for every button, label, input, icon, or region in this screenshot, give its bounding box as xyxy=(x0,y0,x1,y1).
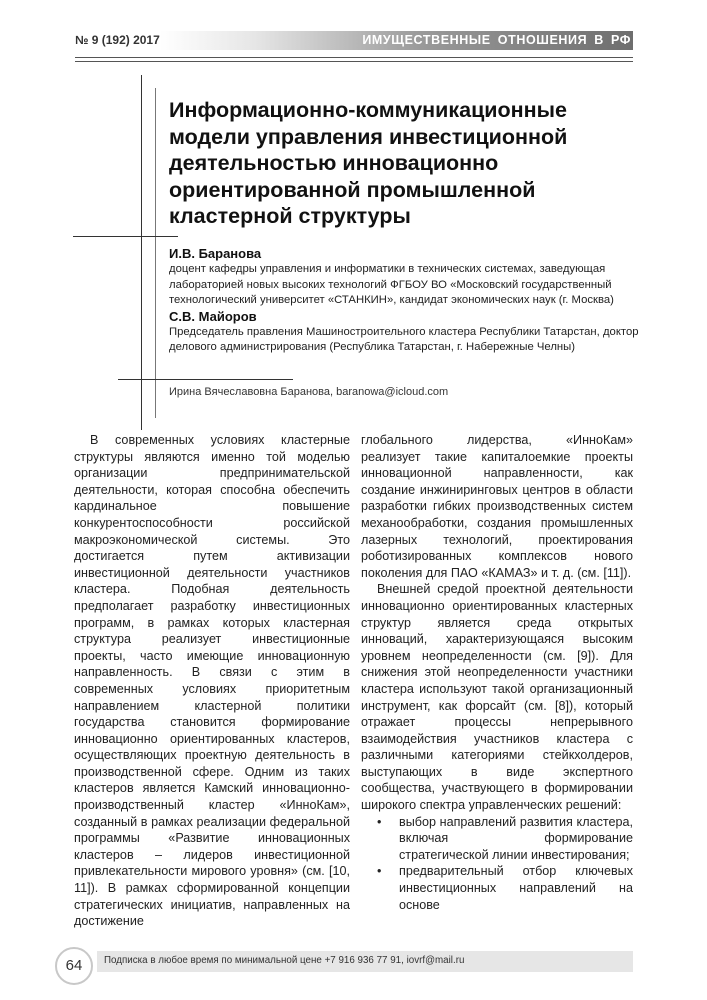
subscription-info: Подписка в любое время по минимальной цене +7 916 936 77 91, iovrf@mail.ru xyxy=(104,955,465,966)
header-rule-bottom xyxy=(75,61,633,62)
page-number: 64 xyxy=(55,947,93,985)
decorative-horizontal-line-contact xyxy=(118,379,293,380)
list-item: • предварительный отбор ключевых инвестиционных направлений на основе xyxy=(399,863,633,913)
journal-section-title: ИМУЩЕСТВЕННЫЕ ОТНОШЕНИЯ В РФ xyxy=(362,33,631,47)
paragraph: В современных условиях кластерные структуры являются именно той моделью организации предпринимательской деятельности, которая способна обеспечить кардинальное повышение конкурентоспособности российской макроэкономической системы. Это достигается путем активизации инвестиционной деятельности участников кластера. Подобная деятельность предполагает разработку инвестиционных программ, в рамках которых кластерная структура реализует инвестиционные проекты, часто имеющие инновационную направленность. В связи с этим в современных условиях приоритетным направлением кластерной политики государства становится формирование инновационно ориентированных кластеров, осуществляющих проектную деятельность в производственной сфере. Одним из таких кластеров является Камский инновационно-производственный кластер «ИнноКам», созданный в рамках реализации федеральной программы «Развитие инновационных кластеров – лидеров инвестиционной привлекательности мирового уровня» (см. [10, 11]). В рамках сформированной концепции стратегических инициатив, направленных на достижение xyxy=(74,433,350,929)
author-name: С.В. Майоров xyxy=(169,308,257,324)
article-title: Информационно-коммуникационные модели управления инвестиционной деятельностью инновационно ориентированной промышленной кластерной структуры xyxy=(169,98,568,228)
author-block xyxy=(169,246,639,356)
author-affiliation: доцент кафедры управления и информатики в технических системах, заведующая лабораторией новых высоких технологий ФГБОУ ВО «Московский государственный технологический университет «СТАНКИН», кандидат экономических наук (г. Москва) xyxy=(169,263,614,306)
body-column-right xyxy=(361,432,633,913)
bullet-list xyxy=(361,814,633,914)
contact-info: Ирина Вячеславовна Баранова, baranowa@icloud.com xyxy=(169,386,449,398)
paragraph: глобального лидерства, «ИнноКам» реализует такие капиталоемкие проекты инновационной направленности, как создание инжиниринговых центров в области разработки гибких производственных систем механообработки, создания промышленных лазерных технологий, проектирования роботизированных комплексов нового поколения для ПАО «КАМАЗ» и т. д. (см. [11]). xyxy=(361,433,633,580)
decorative-horizontal-line-title xyxy=(73,236,178,237)
paragraph: Внешней средой проектной деятельности инновационно ориентированных кластерных структур является среда открытых инноваций, характеризующаяся высоким уровнем неопределенности (см. [9]). Для снижения этой неопределенности участники кластера используют такой организационный инструмент, как форсайт (см. [8]), который отражает процессы непрерывного взаимодействия участников кластера с различными категориями стейкхолдеров, выступающих в виде экспертного сообщества, участвующего в формировании широкого спектра управленческих решений: xyxy=(361,582,633,813)
decorative-vertical-line-inner xyxy=(155,88,156,418)
body-column-left xyxy=(74,432,350,930)
author-affiliation: Председатель правления Машиностроительного кластера Республики Татарстан, доктор делового администрирования (Республика Татарстан, г. Набережные Челны) xyxy=(169,325,639,353)
decorative-vertical-line xyxy=(141,75,142,430)
author-name: И.В. Баранова xyxy=(169,246,262,261)
list-item: • выбор направлений развития кластера, включая формирование стратегической линии инвестирования; xyxy=(399,814,633,864)
header-rule-top xyxy=(75,57,633,58)
issue-number: № 9 (192) 2017 xyxy=(75,33,160,47)
